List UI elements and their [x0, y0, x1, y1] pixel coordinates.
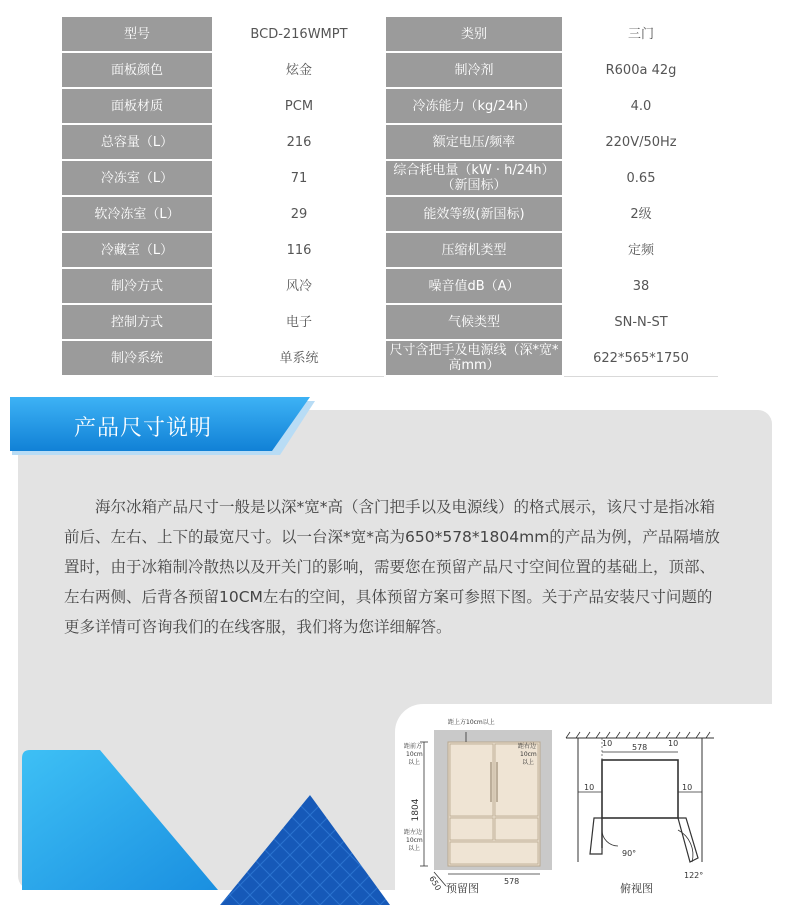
- spec-key: 尺寸含把手及电源线（深*宽*高mm）: [385, 340, 563, 376]
- spec-value: 电子: [213, 304, 385, 340]
- fridge-outline: [602, 760, 678, 818]
- spec-value: 622*565*1750: [563, 340, 718, 376]
- spec-value: 风冷: [213, 268, 385, 304]
- top-width-label: 578: [632, 743, 648, 752]
- spec-row: [61, 304, 718, 340]
- front-caption: 预留图: [446, 882, 479, 895]
- left-note-1: 距左边: [404, 829, 423, 836]
- height-label: 1804: [411, 798, 421, 822]
- spec-value: 71: [213, 160, 385, 196]
- spec-key: 压缩机类型: [385, 232, 563, 268]
- spec-row: [61, 232, 718, 268]
- gap-top-right: 10: [668, 739, 679, 748]
- decor-blue-left: [0, 740, 230, 890]
- front-note-2: 10cm: [406, 751, 423, 758]
- spec-key: 气候类型: [385, 304, 563, 340]
- spec-value: 0.65: [563, 160, 718, 196]
- top-note: 距上方10cm以上: [448, 719, 495, 726]
- size-description: 海尔冰箱产品尺寸一般是以深*宽*高（含门把手以及电源线）的格式展示，该尺寸是指冰箱前后、左右、上下的最宽尺寸。以一台深*宽*高为650*578*1804mm的产品为例，产品隔墙放置时，由于冰箱制冷散热以及开关门的影响，需要您在预留产品尺寸空间位置的基础上，顶部、左右两侧、后背各预留10CM左右的空间，具体预留方案可参照下图。关于产品安装尺寸问题的更多详情可咨询我们的在线客服，我们将为您详细解答。: [64, 498, 720, 636]
- top-caption: 俯视图: [620, 882, 653, 895]
- front-note-1: 距前方: [404, 743, 423, 750]
- front-note-3: 以上: [408, 759, 421, 766]
- spec-row: [61, 340, 718, 376]
- spec-key: 面板材质: [61, 88, 213, 124]
- spec-key: 冷冻能力（kg/24h）: [385, 88, 563, 124]
- spec-key: 制冷系统: [61, 340, 213, 376]
- width-label: 578: [504, 877, 520, 886]
- spec-row: [61, 52, 718, 88]
- spec-table: [60, 15, 718, 377]
- spec-key: 能效等级(新国标): [385, 196, 563, 232]
- right-note-2: 10cm: [520, 751, 537, 758]
- depth-label: 650: [427, 874, 443, 893]
- installation-diagrams: [396, 712, 790, 902]
- spec-key: 软冷冻室（L）: [61, 196, 213, 232]
- spec-row: [61, 88, 718, 124]
- spec-key: 型号: [61, 16, 213, 52]
- gap-side-right: 10: [682, 783, 693, 792]
- spec-value: 220V/50Hz: [563, 124, 718, 160]
- spec-key: 制冷剂: [385, 52, 563, 88]
- spec-value: 单系统: [213, 340, 385, 376]
- spec-row: [61, 160, 718, 196]
- spec-key: 面板颜色: [61, 52, 213, 88]
- right-note-1: 距右边: [518, 743, 537, 750]
- spec-row: [61, 16, 718, 52]
- angle-left: 90°: [622, 849, 637, 858]
- angle-right: 122°: [684, 871, 704, 880]
- spec-value: 4.0: [563, 88, 718, 124]
- spec-key: 综合耗电量（kW · h/24h）（新国标）: [385, 160, 563, 196]
- spec-key: 总容量（L）: [61, 124, 213, 160]
- spec-value: 216: [213, 124, 385, 160]
- spec-value: SN-N-ST: [563, 304, 718, 340]
- spec-value: 炫金: [213, 52, 385, 88]
- spec-row: [61, 196, 718, 232]
- top-view-diagram: [566, 732, 714, 895]
- spec-value: 三门: [563, 16, 718, 52]
- section-title: 产品尺寸说明: [74, 416, 213, 441]
- spec-value: PCM: [213, 88, 385, 124]
- spec-key: 类别: [385, 16, 563, 52]
- spec-row: [61, 268, 718, 304]
- spec-value: 38: [563, 268, 718, 304]
- spec-value: 116: [213, 232, 385, 268]
- gap-side-left: 10: [584, 783, 595, 792]
- spec-value: 29: [213, 196, 385, 232]
- spec-value: 2级: [563, 196, 718, 232]
- spec-key: 噪音值dB（A）: [385, 268, 563, 304]
- right-note-3: 以上: [522, 759, 535, 766]
- spec-value: 定频: [563, 232, 718, 268]
- spec-key: 冷藏室（L）: [61, 232, 213, 268]
- spec-key: 控制方式: [61, 304, 213, 340]
- spec-row: [61, 124, 718, 160]
- gap-top-left: 10: [602, 739, 613, 748]
- spec-value: BCD-216WMPT: [213, 16, 385, 52]
- spec-key: 冷冻室（L）: [61, 160, 213, 196]
- front-diagram: [404, 718, 552, 895]
- spec-key: 制冷方式: [61, 268, 213, 304]
- spec-key: 额定电压/频率: [385, 124, 563, 160]
- left-note-2: 10cm: [406, 837, 423, 844]
- decor-blue-pattern: [220, 795, 390, 905]
- spec-value: R600a 42g: [563, 52, 718, 88]
- left-note-3: 以上: [408, 845, 421, 852]
